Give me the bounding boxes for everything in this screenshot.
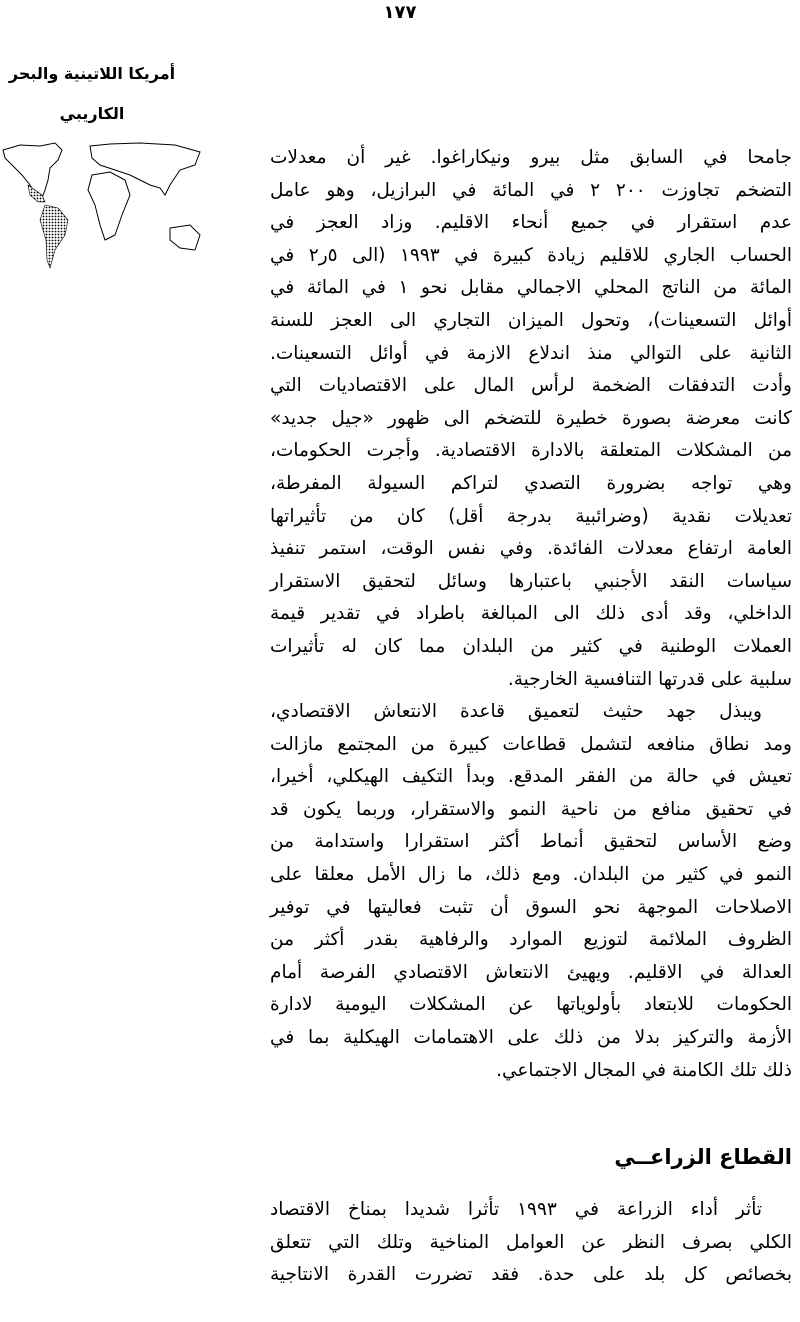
text-line: العملات الوطنية في كثير من البلدان مما كان له تأثيرات [270,635,792,657]
text-line: المائة من الناتج المحلي الاجمالي مقابل نحو ١ في المائة في [270,277,792,299]
text-line: وهي تواجه بضرورة التصدي لتراكم السيولة المفرطة، [270,472,792,494]
sidebar-title: أمريكا اللاتينية والبحر [8,64,176,83]
paragraph-1 [270,142,792,1087]
text-line: تأثر أداء الزراعة في ١٩٩٣ تأثرا شديدا بمناخ الاقتصاد [270,1199,762,1220]
text-line: وأدت التدفقات الضخمة لرأس المال على الاقتصاديات التي [270,375,792,397]
text-line: تعيش في حالة من الفقر المدقع. وبدأ التكيف الهيكلي، أخيرا، [270,766,792,788]
sidebar-subtitle: الكاريبي [59,104,125,123]
text-line: عدم استقرار في جميع أنحاء الاقليم. وزاد العجز في [270,212,792,234]
text-line: الحساب الجاري للاقليم زيادة كبيرة في ١٩٩٣ (الى ٥ر٢ في [270,244,792,266]
text-line: الكلي بصرف النظر عن العوامل المناخية وتلك التي تتعلق [270,1231,792,1253]
text-line: العدالة في الاقليم. ويهيئ الانتعاش الاقتصادي الفرصة أمام [270,961,792,983]
text-line: ذلك تلك الكامنة في المجال الاجتماعي. [496,1059,792,1081]
text-line: من المشكلات المتعلقة بالادارة الاقتصادية. وأجرت الحكومات، [270,440,792,462]
text-line: العامة ارتفاع معدلات الفائدة. وفي نفس الوقت، استمر تنفيذ [270,538,792,560]
text-line: الظروف الملائمة لتوزيع الموارد والرفاهية بقدر أكثر من [270,929,792,951]
text-line: وضع الأساس لتحقيق أنماط أكثر استقرارا واستدامة من [270,831,792,853]
text-line: تعديلات نقدية (وضرائبية بدرجة أقل) كان من تأثيراتها [270,505,792,527]
text-line: الاصلاحات الموجهة نحو السوق أن تثبت فعاليتها في توفير [270,896,792,918]
text-line: ويبذل جهد حثيث لتعميق قاعدة الانتعاش الاقتصادي، [270,701,762,723]
text-line: النمو في كثير من البلدان. ومع ذلك، ما زال الأمل معلقا على [270,864,792,886]
text-line: الداخلي، وقد أدى ذلك الى المبالغة باطراد في تقدير قيمة [270,603,792,625]
section-heading: القطاع الزراعــي [614,1145,792,1169]
text-line: أوائل التسعينات)، وتحول الميزان التجاري الى العجز للسنة [270,309,792,331]
text-line: الحكومات للابتعاد بأولوياتها عن المشكلات اليومية لادارة [270,994,792,1016]
text-line: بخصائص كل بلد على حدة. فقد تضررت القدرة الانتاجية [270,1264,792,1286]
text-line: كانت معرضة بصورة خطيرة للتضخم الى ظهور «جيل جديد» [270,407,792,429]
paragraph-3 [270,1194,792,1292]
text-line: التضخم تجاوزت ٢٠٠ ٢ في المائة في البرازيل، وهو عامل [270,179,792,201]
text-line: الثانية على التوالي منذ اندلاع الازمة في أوائل التسعينات. [270,342,792,364]
text-line: سياسات النقد الأجنبي باعتبارها وسائل لتحقيق الاستقرار [270,570,792,592]
text-line: ومد نطاق منافعه لتشمل قطاعات كبيرة من المجتمع مازالت [270,733,792,755]
text-line: الأزمة والتركيز بدلا من ذلك على الاهتمامات الهيكلية بما في [270,1027,792,1049]
page-number: ١٧٧ [383,2,417,23]
world-map-icon [0,140,205,290]
text-line: جامحا في السابق مثل بيرو ونيكاراغوا. غير أن معدلات [270,147,792,168]
text-line: سلبية على قدرتها التنافسية الخارجية. [507,668,792,690]
text-line: في تحقيق منافع من ناحية النمو والاستقرار، وربما يكون قد [270,798,792,820]
